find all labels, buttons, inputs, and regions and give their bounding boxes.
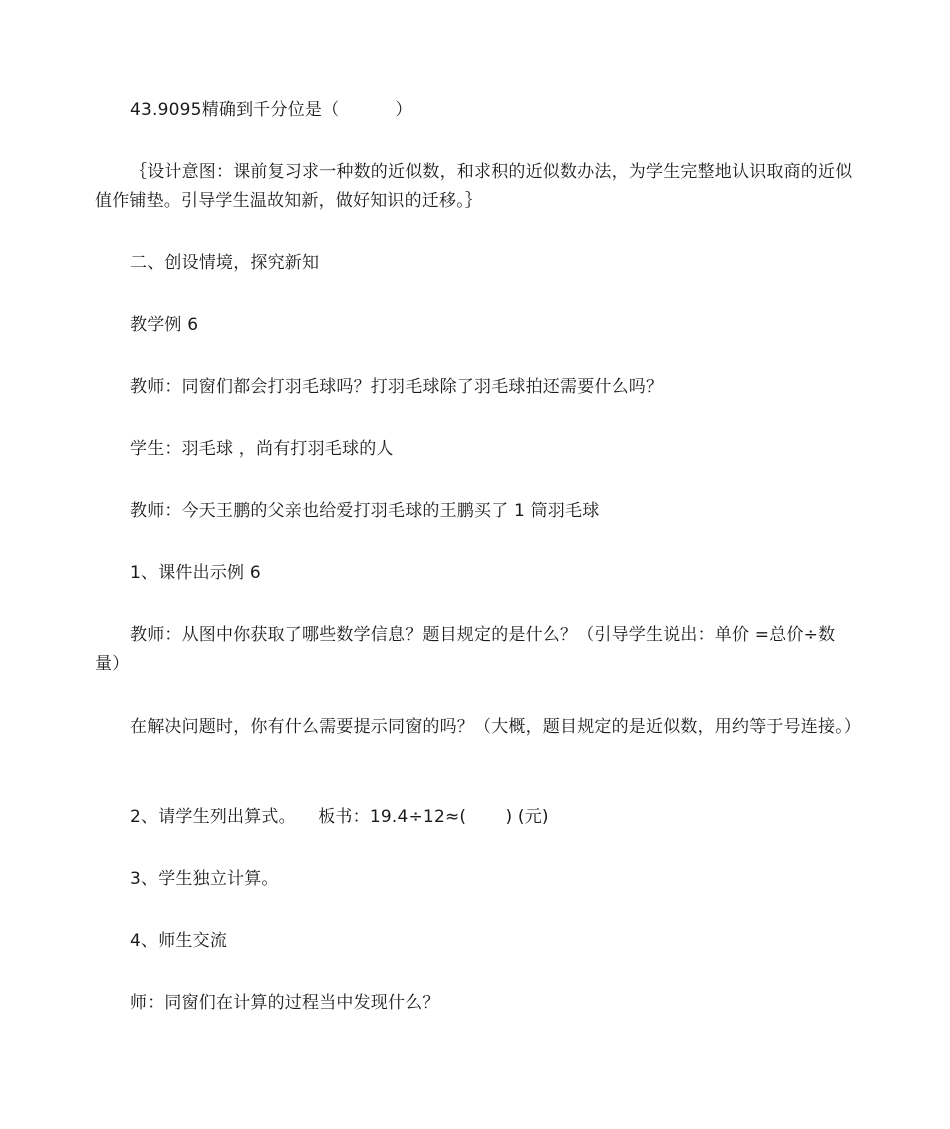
step-4: 4、师生交流 — [130, 931, 228, 951]
question-rounding: 43.9095精确到千分位是（ ） — [130, 100, 413, 120]
problem-solving-hint: 在解决问题时，你有什么需要提示同窗的吗？（大概，题目规定的是近似数，用约等于号连接。） — [130, 717, 862, 737]
teacher-question: 教师：同窗们都会打羽毛球吗？打羽毛球除了羽毛球拍还需要什么吗？ — [130, 377, 664, 397]
step-3: 3、学生独立计算。 — [130, 869, 279, 889]
teacher-statement: 教师：今天王鹏的父亲也给爱打羽毛球的王鹏买了 1 筒羽毛球 — [130, 501, 600, 521]
teacher-final-question: 师：同窗们在计算的过程当中发现什么？ — [130, 993, 440, 1013]
step-2-formula: 2、请学生列出算式。 板书：19.4÷12≈( ) (元) — [130, 807, 549, 827]
example-title: 教学例 6 — [130, 315, 199, 335]
section-heading: 二、创设情境，探究新知 — [130, 253, 320, 273]
step-1: 1、课件出示例 6 — [130, 563, 261, 583]
student-answer: 学生：羽毛球 ，尚有打羽毛球的人 — [130, 439, 394, 459]
teacher-prompt: 教师：从图中你获取了哪些数学信息？题目规定的是什么？（引导学生说出：单价 =总价÷数量） — [95, 625, 836, 674]
design-intent-note: ｛设计意图：课前复习求一种数的近似数，和求积的近似数办法，为学生完整地认识取商的近似值作铺垫。引导学生温故知新，做好知识的迁移。｝ — [95, 162, 853, 211]
